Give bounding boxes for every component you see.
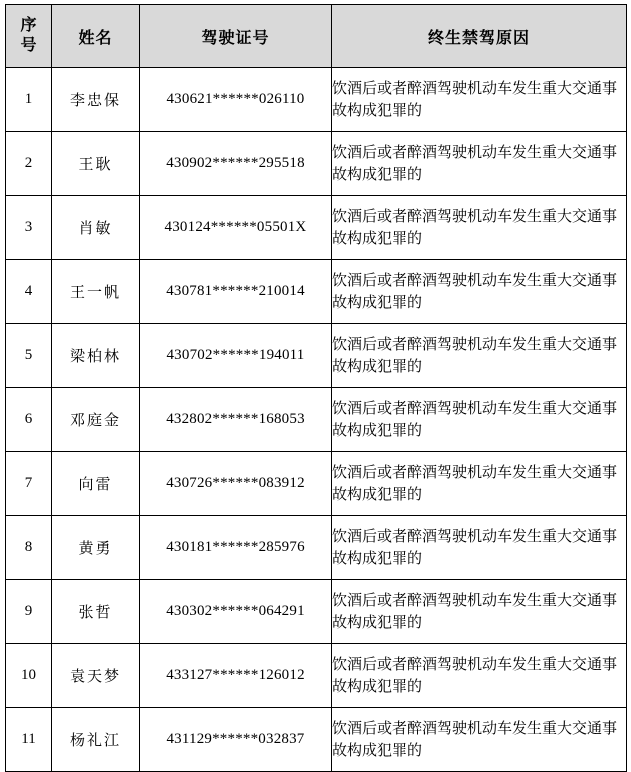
cell-reason (332, 644, 627, 708)
cell-index: 11 (6, 708, 52, 772)
cell-reason-text: 饮酒后或者醉酒驾驶机动车发生重大交通事故构成犯罪的 (332, 464, 618, 503)
cell-name: 王一帆 (52, 260, 140, 324)
cell-index: 10 (6, 644, 52, 708)
cell-license: 430181******285976 (140, 516, 332, 580)
cell-license: 433127******126012 (140, 644, 332, 708)
cell-reason (332, 196, 627, 260)
column-header-name: 姓名 (52, 5, 140, 68)
cell-index: 3 (6, 196, 52, 260)
cell-reason (332, 516, 627, 580)
table-header-row (6, 5, 627, 68)
table-row (6, 132, 627, 196)
cell-name: 王耿 (52, 132, 140, 196)
cell-index: 5 (6, 324, 52, 388)
cell-index: 2 (6, 132, 52, 196)
cell-index: 9 (6, 580, 52, 644)
cell-reason (332, 452, 627, 516)
cell-index: 7 (6, 452, 52, 516)
cell-reason (332, 132, 627, 196)
cell-name: 黄勇 (52, 516, 140, 580)
cell-name: 袁天梦 (52, 644, 140, 708)
cell-license: 430302******064291 (140, 580, 332, 644)
cell-index: 1 (6, 68, 52, 132)
table-row (6, 196, 627, 260)
table-row (6, 388, 627, 452)
cell-reason (332, 324, 627, 388)
cell-name: 李忠保 (52, 68, 140, 132)
column-header-index-line-1: 序 (20, 17, 37, 34)
table-row (6, 260, 627, 324)
cell-reason-text: 饮酒后或者醉酒驾驶机动车发生重大交通事故构成犯罪的 (332, 528, 618, 567)
table-row (6, 708, 627, 772)
table-body (6, 68, 627, 772)
column-header-reason: 终生禁驾原因 (332, 5, 627, 68)
cell-reason-text: 饮酒后或者醉酒驾驶机动车发生重大交通事故构成犯罪的 (332, 336, 618, 375)
cell-license: 430726******083912 (140, 452, 332, 516)
cell-reason-text: 饮酒后或者醉酒驾驶机动车发生重大交通事故构成犯罪的 (332, 208, 618, 247)
cell-name: 杨礼江 (52, 708, 140, 772)
cell-license: 430621******026110 (140, 68, 332, 132)
table-header (6, 5, 627, 68)
document-page (0, 4, 631, 757)
cell-name: 梁柏林 (52, 324, 140, 388)
cell-reason (332, 260, 627, 324)
table-row (6, 580, 627, 644)
cell-reason-text: 饮酒后或者醉酒驾驶机动车发生重大交通事故构成犯罪的 (332, 592, 618, 631)
cell-license: 430702******194011 (140, 324, 332, 388)
cell-reason-text: 饮酒后或者醉酒驾驶机动车发生重大交通事故构成犯罪的 (332, 720, 618, 759)
cell-license: 430902******295518 (140, 132, 332, 196)
lifetime-driving-ban-table (5, 4, 627, 772)
cell-reason-text: 饮酒后或者醉酒驾驶机动车发生重大交通事故构成犯罪的 (332, 272, 618, 311)
cell-reason-text: 饮酒后或者醉酒驾驶机动车发生重大交通事故构成犯罪的 (332, 144, 618, 183)
column-header-index (6, 5, 52, 68)
cell-name: 肖敏 (52, 196, 140, 260)
cell-name: 向雷 (52, 452, 140, 516)
cell-reason (332, 388, 627, 452)
cell-license: 432802******168053 (140, 388, 332, 452)
cell-license: 430124******05501X (140, 196, 332, 260)
cell-index: 6 (6, 388, 52, 452)
cell-reason-text: 饮酒后或者醉酒驾驶机动车发生重大交通事故构成犯罪的 (332, 656, 618, 695)
table-row (6, 644, 627, 708)
cell-reason-text: 饮酒后或者醉酒驾驶机动车发生重大交通事故构成犯罪的 (332, 80, 618, 119)
table-row (6, 68, 627, 132)
column-header-index-line-2: 号 (20, 37, 37, 54)
cell-license: 430781******210014 (140, 260, 332, 324)
table-row (6, 516, 627, 580)
cell-name: 张哲 (52, 580, 140, 644)
cell-index: 8 (6, 516, 52, 580)
cell-reason (332, 708, 627, 772)
column-header-license: 驾驶证号 (140, 5, 332, 68)
cell-index: 4 (6, 260, 52, 324)
cell-name: 邓庭金 (52, 388, 140, 452)
cell-reason-text: 饮酒后或者醉酒驾驶机动车发生重大交通事故构成犯罪的 (332, 400, 618, 439)
cell-reason (332, 580, 627, 644)
cell-license: 431129******032837 (140, 708, 332, 772)
table-row (6, 452, 627, 516)
table-row (6, 324, 627, 388)
cell-reason (332, 68, 627, 132)
